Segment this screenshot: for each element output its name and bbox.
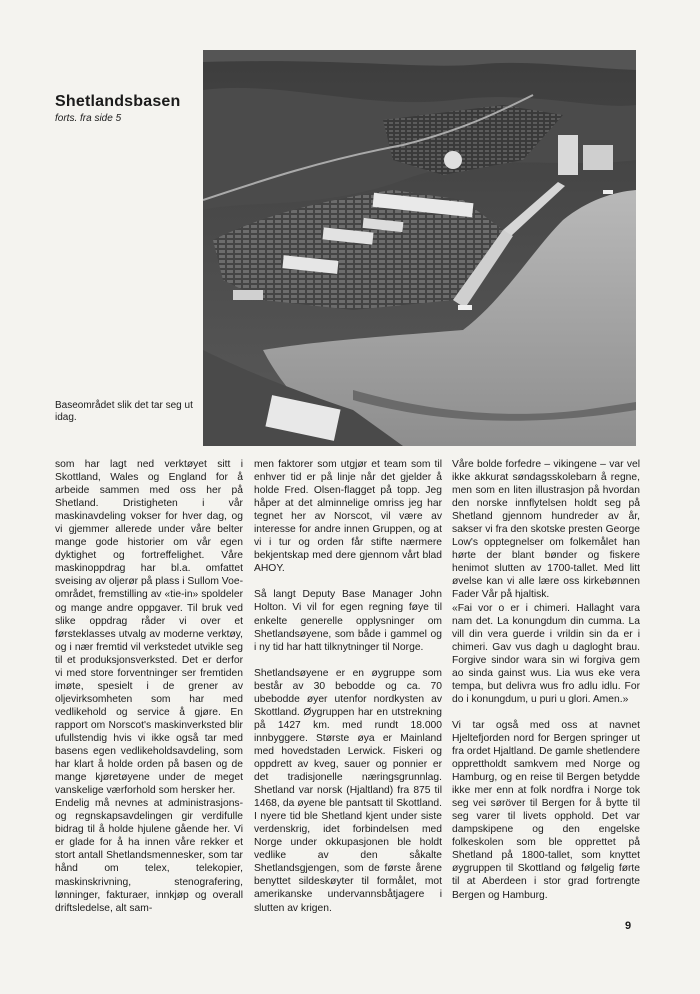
text-column-1 (55, 458, 243, 915)
article-title: Shetlandsbasen (55, 93, 181, 110)
paragraph: Så langt Deputy Base Manager John Holton. Vi vil for egen regning føye til enkelte generelle opplysninger om Shetlandsøyene, som både i gammel og i ny tid har hatt tilknytninger til Norge. (254, 589, 442, 653)
paragraph: «Fai vor o er i chimeri. Hallaght vara nam det. La konungdum din cumma. La vill din vera guerde i vrildin sin da er i chimeri. Gav vus dagh u dagloght brau. Forgive sindor wara sin wi forgiva gem ao sinda gainst wus. Lia wus eke vera tempa, but delivra wus fro adlu idlu. For do i konungdum, u puri u glori. Amen.» (452, 602, 640, 705)
paragraph: Endelig må nevnes at administrasjons- og regnskapsavdelingen gir verdifulle bidrag til å holde hjulene gående her. Vi er glade for å ha innen våre rekker et stort antall Shetlandsmennesker, som tar hånd om telex, telekopier, maskinskrivning, stenografering, lønninger, fakturaer, innkjøp og overall driftsledelse, alt sam- (55, 798, 243, 914)
photo-caption: Baseområdet slik det tar seg ut idag. (55, 400, 193, 423)
aerial-photo-illustration (203, 50, 636, 446)
continued-note: forts. fra side 5 (55, 113, 122, 124)
paragraph: men faktorer som utgjør et team som til enhver tid er på linje når det gjelder å holde Fred. Olsen-flagget på topp. Jeg håper at det alminnelige omriss jeg har tegnet her av Norscot, vil være av interesse for andre innen Gruppen, og at vi i tur og orden får stifte nærmere bekjentskap med dere gjennom vårt blad AHOY. (254, 459, 442, 575)
page-number: 9 (625, 920, 632, 932)
paragraph: Vi tar også med oss at navnet Hjeltefjorden nord for Bergen springer ut fra ordet Hjaltland. De gamle shetlendere opprettholdt samkvem med Norge og Hamburg, og en reise til Bergen betydde ikke mer enn at folk nordfra i Norge tok seg vei søröver til Bergen for å bytte til seg varer til livets opphold. Det var dampskipene og den engelske folkeskolen som ble opprettet på Shetland på 1800-tallet, som knyttet øygruppen til Skottland og følgelig førte til at Aberdeen i stor grad fortrengte Bergen og Hamburg. (452, 719, 640, 901)
text-column-2 (254, 458, 442, 915)
harbour-base-photo (203, 50, 636, 446)
paragraph: som har lagt ned verktøyet sitt i Skottland, Wales og England for å arbeide sammen med oss her på Shetland. Dristigheten i vår maskinavdeling vokser for hver dag, og vi gjemmer allerede under våre belter mange gode historier om vår egen dyktighet og fortreffelighet. Våre maskinoppdrag har bl.a. omfattet sveising av oljerør på plass i Sullom Voe-området, fremstilling av «tie-in» spoldeler og mange andre oppgaver. Til bruk ved slike oppdrag råder vi over et førsteklasses utvalg av moderne verktøy, og i nær fremtid vil verkstedet utvikle seg til et produksjonsverksted. Det er derfor vi med store forventninger ser fremtiden imøte, spesielt i de grener av oljevirksomheten som har med vedlikehold og service å gjøre. En rapport om Norscot's maskinverksted blir ufullstendig hvis vi ikke også tar med basens egen vedlikeholdsavdeling, som har klart å holde orden på basen og de mange kjøretøyene under de meget vanskelige værforhold som hersker her. (55, 459, 243, 797)
paragraph: Shetlandsøyene er en øygruppe som består av 30 bebodde og ca. 70 ubebodde øyer utenfor nordkysten av Skottland. Øygruppen har en utstrekning på 1427 km. med rundt 18.000 innbyggere. Største øya er Mainland med hovedstaden Lerwick. Fiskeri og oppdrett av kveg, sauer og ponnier er det tradisjonelle næringsgrunnlag. Shetland var norsk (Hjaltland) fra 875 til 1468, da øyene ble pantsatt til Skottland. I nyere tid ble Shetland kjent under siste verdenskrig, idet forbindelsen med Norge under okkupasjonen ble holdt vedlike av den såkalte Shetlandsgjengen, som de første årene benyttet sildeskøyter til formålet, mot amerikanske undervannsbåtjagere i slutten av krigen. (254, 667, 442, 914)
paragraph: Våre bolde forfedre – vikingene – var vel ikke akkurat søndagsskolebarn å regne, men som en liten illustrasjon på hvordan den norske innflytelsen holdt seg på Shetland gjennom hundreder av år, sakser vi fra den skotske presten George Low's opptegnelser om folkemålet han hørte der blant bønder og fiskere henimot slutten av 1700-tallet. Med litt øvelse kan vi alle lære oss kirkebønnen Fader Vår på hjaltisk. (452, 459, 640, 601)
text-column-3 (452, 458, 640, 902)
